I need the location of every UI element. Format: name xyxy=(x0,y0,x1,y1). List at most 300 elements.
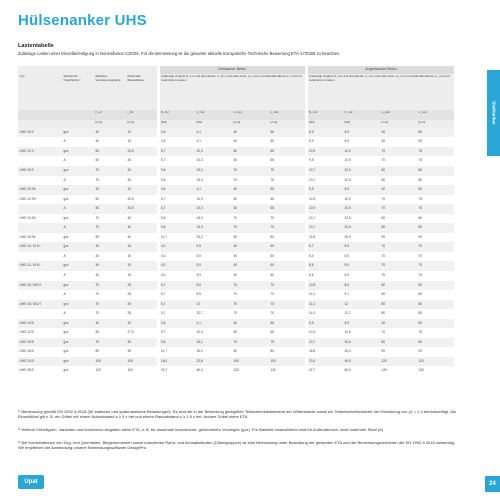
table-cell: 5,7 xyxy=(158,156,195,166)
table-cell: 10 xyxy=(126,319,158,329)
table-cell: 120 xyxy=(94,366,126,376)
unit-cell: [mm] xyxy=(417,120,454,128)
table-cell: 70 xyxy=(94,166,126,176)
table-cell: 70 xyxy=(380,261,417,271)
table-cell: UHS 10 S xyxy=(18,128,62,138)
table-cell: A xyxy=(62,223,94,233)
table-cell: 70 xyxy=(232,214,269,224)
table-cell: 40 xyxy=(380,137,417,147)
table-cell: 4,1 xyxy=(195,137,232,147)
table-cell: 5,7 xyxy=(158,195,195,205)
table-cell xyxy=(18,271,62,281)
table-cell: 90 xyxy=(417,233,454,243)
table-cell: 70 xyxy=(94,338,126,348)
table-cell: 50 xyxy=(232,328,269,338)
table-cell: UHS 12 SK xyxy=(18,195,62,205)
symbol-cell: s_min xyxy=(380,110,417,120)
table-cell xyxy=(18,309,62,319)
load-table xyxy=(18,66,454,376)
symbol-row xyxy=(18,110,454,120)
table-cell: 40 xyxy=(232,319,269,329)
table-cell: 8,6 xyxy=(306,261,343,271)
table-cell: 5,7 xyxy=(158,147,195,157)
table-cell: 5,9 xyxy=(306,319,343,329)
table-cell: 40 xyxy=(380,128,417,138)
table-cell: 75 xyxy=(417,204,454,214)
table-cell: 55 xyxy=(417,185,454,195)
table-cell: 90 xyxy=(380,347,417,357)
table-cell: UHS 15 SK xyxy=(18,214,62,224)
table-cell: 25 xyxy=(126,156,158,166)
table-cell: 10,3 xyxy=(195,328,232,338)
table-cell: 65,3 xyxy=(343,366,380,376)
table-cell: 15,2 xyxy=(195,338,232,348)
table-cell: 80 xyxy=(380,176,417,186)
table-cell: 5,9 xyxy=(343,128,380,138)
table-cell: gvz xyxy=(62,195,94,205)
table-cell: 65 xyxy=(269,195,306,205)
table-cell: 9,6 xyxy=(158,176,195,186)
table-cell: 10,9 xyxy=(343,156,380,166)
table-cell: 75 xyxy=(269,223,306,233)
table-row xyxy=(18,223,454,233)
table-cell: 5,9 xyxy=(195,242,232,252)
table-cell: 11,7 xyxy=(158,347,195,357)
table-cell: UHS 12 / M 8 I xyxy=(18,261,62,271)
symbol-cell: N_zul xyxy=(306,110,343,120)
table-cell: UHS 15 / M10 I xyxy=(18,281,62,291)
table-cell: A xyxy=(62,271,94,281)
table-cell: 25 xyxy=(126,309,158,319)
table-cell: 15,2 xyxy=(195,166,232,176)
table-cell: 15 xyxy=(126,261,158,271)
table-cell: 80 xyxy=(269,233,306,243)
table-cell: gvz xyxy=(62,281,94,291)
footnote-2: ²⁾ Weitere Dübeltypen, Varianten und technische Angaben siehe ETA, z. B. für maximale Innenbohrer, gehemmtem Vorzeigen (gvz). Für Bauteile hinausführen sind für Außenbereich, nicht rostender Stahl (A) xyxy=(18,427,384,432)
symbol-cell xyxy=(62,110,94,120)
table-cell: 5,9 xyxy=(306,185,343,195)
group-header-empty xyxy=(18,66,158,74)
table-cell: 32,8 xyxy=(195,357,232,367)
table-row xyxy=(18,166,454,176)
table-cell: UHS 18 B xyxy=(18,347,62,357)
column-header: Werkstoff / Oberfläche¹⁾ xyxy=(62,74,94,110)
table-cell: 14,1 xyxy=(306,300,343,310)
table-cell: 20,5 xyxy=(126,195,158,205)
table-cell: gvz xyxy=(62,242,94,252)
table-cell: 5,9 xyxy=(343,319,380,329)
table-cell: 35 xyxy=(126,347,158,357)
table-row xyxy=(18,347,454,357)
table-cell: 120 xyxy=(269,366,306,376)
table-cell: 10,9 xyxy=(343,204,380,214)
table-cell: 10,3 xyxy=(195,147,232,157)
table-cell: 120 xyxy=(417,357,454,367)
brand-logo: Upat xyxy=(18,475,44,489)
intro-text: Zulässige Lasten einer Einzelbefestigung in Normalbeton C20/25. Für die Bemessung ist die gesamte aktuelle Europäische Technische Bewertung ETA-17/0308 zu beachten. xyxy=(18,51,341,56)
table-row xyxy=(18,300,454,310)
table-cell: 70 xyxy=(232,223,269,233)
table-cell: 4,0 xyxy=(158,261,195,271)
table-cell: 15 xyxy=(126,242,158,252)
table-row xyxy=(18,328,454,338)
table-cell: 40 xyxy=(126,214,158,224)
symbol-cell: h_ef xyxy=(94,110,126,120)
table-cell: gvz xyxy=(62,319,94,329)
table-cell: A xyxy=(62,204,94,214)
table-cell: 13,7 xyxy=(306,223,343,233)
table-cell: 70 xyxy=(380,328,417,338)
table-cell: gvz xyxy=(62,233,94,243)
table-cell: 75 xyxy=(269,176,306,186)
table-row xyxy=(18,128,454,138)
table-cell: 12 xyxy=(343,300,380,310)
table-cell: UHS 24 B xyxy=(18,357,62,367)
table-cell: 15 xyxy=(126,252,158,262)
table-cell: 80 xyxy=(269,347,306,357)
unit-cell: [kN] xyxy=(195,120,232,128)
table-cell: gvz xyxy=(62,366,94,376)
table-cell: 70 xyxy=(94,176,126,186)
table-cell: 65 xyxy=(269,204,306,214)
table-cell: gvz xyxy=(62,128,94,138)
section-title: Lastentabelle xyxy=(18,43,54,49)
table-cell: 50 xyxy=(232,195,269,205)
table-cell: 10,9 xyxy=(306,204,343,214)
table-cell: 70 xyxy=(380,147,417,157)
table-cell: 16,4 xyxy=(158,357,195,367)
table-cell xyxy=(18,176,62,186)
table-cell: 4,1 xyxy=(195,128,232,138)
table-cell: 26,5 xyxy=(343,338,380,348)
page-number: 24 xyxy=(485,476,500,492)
table-cell: A xyxy=(62,156,94,166)
table-cell: 40 xyxy=(126,166,158,176)
table-row xyxy=(18,338,454,348)
table-cell: 70 xyxy=(417,271,454,281)
table-cell: 5,9 xyxy=(343,185,380,195)
table-cell xyxy=(18,156,62,166)
column-header-row xyxy=(18,74,454,110)
table-cell: 80 xyxy=(380,338,417,348)
table-cell: 80 xyxy=(94,233,126,243)
table-cell: 90 xyxy=(417,347,454,357)
table-cell: 70 xyxy=(380,252,417,262)
table-cell xyxy=(18,137,62,147)
table-cell: 70 xyxy=(232,290,269,300)
table-cell: gvz xyxy=(62,214,94,224)
unit-cell: [kN] xyxy=(158,120,195,128)
table-row xyxy=(18,137,454,147)
table-cell: 80 xyxy=(417,338,454,348)
table-cell: 80 xyxy=(380,300,417,310)
table-cell: 80 xyxy=(417,223,454,233)
table-cell: 70 xyxy=(94,309,126,319)
table-cell: 5,5 xyxy=(343,252,380,262)
table-cell: A xyxy=(62,137,94,147)
table-cell: 90 xyxy=(380,233,417,243)
symbol-cell: V_zul xyxy=(195,110,232,120)
unit-cell xyxy=(18,120,62,128)
table-cell: 75 xyxy=(417,156,454,166)
symbol-cell xyxy=(18,110,62,120)
table-cell: 9,6 xyxy=(158,166,195,176)
table-cell: 70 xyxy=(94,281,126,291)
table-cell: 80 xyxy=(417,290,454,300)
table-cell: 8,5 xyxy=(195,290,232,300)
table-cell: 5,9 xyxy=(343,137,380,147)
table-cell: 60 xyxy=(269,242,306,252)
table-cell xyxy=(18,252,62,262)
table-cell: 70 xyxy=(232,281,269,291)
table-cell: 55 xyxy=(269,137,306,147)
table-cell: 120 xyxy=(232,366,269,376)
table-cell: 80 xyxy=(380,214,417,224)
table-cell: 15,3 xyxy=(195,176,232,186)
table-cell: 80 xyxy=(417,214,454,224)
table-cell: 15 xyxy=(126,271,158,281)
load-table-wrapper xyxy=(18,66,454,376)
table-cell: 70 xyxy=(380,204,417,214)
table-cell: 80 xyxy=(417,281,454,291)
table-cell: 40 xyxy=(126,223,158,233)
table-cell: 75 xyxy=(269,338,306,348)
table-cell: 5,9 xyxy=(195,261,232,271)
column-header: Zulässige Zuglast N_zul und Querlasten V_zul; minimale Achs- (s_min) und Randabstände (c_min) mit reduzierten Lasten xyxy=(158,74,306,110)
table-cell: 80 xyxy=(380,309,417,319)
table-cell: 40 xyxy=(232,185,269,195)
table-cell: 25 xyxy=(126,281,158,291)
column-header: Effektive Verankerungstiefe xyxy=(94,74,126,110)
table-cell: 5,4 xyxy=(306,252,343,262)
unit-cell: [mm] xyxy=(232,120,269,128)
table-cell: 80 xyxy=(380,290,417,300)
symbol-cell: s_min xyxy=(232,110,269,120)
table-cell: 80 xyxy=(232,347,269,357)
table-cell: 46,4 xyxy=(195,366,232,376)
table-cell: 70 xyxy=(417,242,454,252)
table-cell: 14,1 xyxy=(306,290,343,300)
table-cell: 100 xyxy=(126,357,158,367)
table-cell: gvz xyxy=(62,300,94,310)
table-cell: 8,5 xyxy=(195,281,232,291)
table-cell: 25,3 xyxy=(343,233,380,243)
table-cell: 5,9 xyxy=(343,242,380,252)
table-cell: 5,9 xyxy=(306,128,343,138)
table-cell: 75 xyxy=(417,328,454,338)
table-cell: 70 xyxy=(232,309,269,319)
table-cell: 25,3 xyxy=(343,347,380,357)
table-cell: 80 xyxy=(417,300,454,310)
table-cell: 55 xyxy=(417,128,454,138)
table-cell: gvz xyxy=(62,185,94,195)
table-cell: 70 xyxy=(94,290,126,300)
table-cell: 25 xyxy=(126,290,158,300)
table-cell: 80 xyxy=(380,223,417,233)
table-cell: 40 xyxy=(126,176,158,186)
table-cell: 50 xyxy=(232,156,269,166)
symbol-cell: V_zul xyxy=(343,110,380,120)
table-cell: 10,3 xyxy=(195,195,232,205)
unit-row xyxy=(18,120,454,128)
unit-cell: [mm] xyxy=(126,120,158,128)
table-cell: 13,7 xyxy=(306,214,343,224)
table-cell: 9,6 xyxy=(158,223,195,233)
table-cell: 4,0 xyxy=(158,271,195,281)
table-cell: 50 xyxy=(94,204,126,214)
table-cell: 5,9 xyxy=(306,137,343,147)
table-cell: 80 xyxy=(417,166,454,176)
table-cell: 4,1 xyxy=(195,319,232,329)
table-row xyxy=(18,290,454,300)
table-cell: 23,4 xyxy=(306,357,343,367)
page-title: Hülsenanker UHS xyxy=(18,12,147,29)
table-cell: 10,3 xyxy=(195,204,232,214)
table-cell: UHS 10 / M 6 I xyxy=(18,242,62,252)
table-row xyxy=(18,357,454,367)
table-cell: 40 xyxy=(232,271,269,281)
table-cell: 70 xyxy=(232,300,269,310)
table-cell: gvz xyxy=(62,338,94,348)
symbol-cell: N_zul xyxy=(158,110,195,120)
table-cell: 130 xyxy=(380,366,417,376)
table-cell: 13,7 xyxy=(306,166,343,176)
table-cell: UHS 28 B xyxy=(18,366,62,376)
table-cell: UHS 10 B xyxy=(18,319,62,329)
table-cell: 40 xyxy=(232,252,269,262)
table-cell xyxy=(18,204,62,214)
table-cell: 70 xyxy=(269,300,306,310)
table-cell: 16,8 xyxy=(306,347,343,357)
table-cell: gvz xyxy=(62,357,94,367)
table-cell: 46,9 xyxy=(343,357,380,367)
table-cell: 50 xyxy=(94,156,126,166)
table-cell: UHS 10 SK xyxy=(18,185,62,195)
group-header-uncracked: Ungerissener Beton xyxy=(306,66,454,74)
table-cell: 40 xyxy=(94,242,126,252)
table-cell: 20,5 xyxy=(126,147,158,157)
footnote-1: ¹⁾ Bemessung gemäß EN 1992-4:2018 (für statische und quasi-statische Belastungen). Es sind die in der Bewertung geregelten Teilsicherheitsbeiwerte der Widerstände sowie ein Teilsicherheitsbeiwert der Einwirkung von γL = 1,4 berücksichtigt. Als Einzeldübel gilt z. B. ein Dübel mit einem Achsabstand s ≥ 3 x hef und einem Randabstand c ≥ 1,5 x hef. Andere Dübel siehe ETA. xyxy=(18,409,456,420)
table-row xyxy=(18,242,454,252)
table-cell: 10,9 xyxy=(306,195,343,205)
table-cell: 65 xyxy=(269,147,306,157)
group-header-cracked: Gerissener Beton xyxy=(158,66,306,74)
table-cell: 40 xyxy=(94,128,126,138)
table-cell: 55 xyxy=(417,137,454,147)
column-header: Typ xyxy=(18,74,62,110)
table-cell: 55 xyxy=(269,128,306,138)
table-cell: 55 xyxy=(269,319,306,329)
table-cell: 55 xyxy=(269,185,306,195)
table-cell: 75 xyxy=(269,166,306,176)
table-cell: 50 xyxy=(94,195,126,205)
table-cell: UHS 12 B xyxy=(18,328,62,338)
table-row xyxy=(18,147,454,157)
table-cell: 12,7 xyxy=(195,309,232,319)
unit-cell: [kN] xyxy=(343,120,380,128)
table-cell: UHS 15 S xyxy=(18,166,62,176)
table-cell: 22,6 xyxy=(343,176,380,186)
table-cell: 70 xyxy=(269,309,306,319)
table-cell: 3,6 xyxy=(158,137,195,147)
table-row xyxy=(18,214,454,224)
table-cell: 4,0 xyxy=(158,242,195,252)
table-cell: 65 xyxy=(269,156,306,166)
table-cell: 3,6 xyxy=(158,319,195,329)
table-cell: 5,7 xyxy=(158,328,195,338)
table-cell: 11,7 xyxy=(158,233,195,243)
table-row xyxy=(18,252,454,262)
table-cell: 70 xyxy=(417,252,454,262)
table-cell: UHS 15 B xyxy=(18,338,62,348)
table-cell: 70 xyxy=(94,214,126,224)
table-body xyxy=(18,128,454,376)
table-cell: 5,7 xyxy=(158,300,195,310)
table-row xyxy=(18,281,454,291)
table-cell: 50 xyxy=(94,328,126,338)
table-cell: 9,6 xyxy=(158,338,195,348)
table-cell: 75 xyxy=(269,214,306,224)
table-cell: 70 xyxy=(380,242,417,252)
table-cell: 65 xyxy=(269,328,306,338)
table-cell: 50 xyxy=(94,147,126,157)
table-cell: A xyxy=(62,176,94,186)
table-cell: 40 xyxy=(94,319,126,329)
table-cell: 70 xyxy=(232,176,269,186)
symbol-cell: t_fix xyxy=(126,110,158,120)
table-cell: 55 xyxy=(417,319,454,329)
table-cell: 70 xyxy=(380,271,417,281)
table-cell: 40 xyxy=(232,261,269,271)
table-cell: 80 xyxy=(380,166,417,176)
table-cell: gvz xyxy=(62,347,94,357)
table-cell: 70 xyxy=(94,300,126,310)
table-cell: 70 xyxy=(380,195,417,205)
table-cell: 5,9 xyxy=(343,261,380,271)
table-cell: 25,2 xyxy=(195,233,232,243)
table-cell: 40 xyxy=(232,128,269,138)
table-cell: 3,6 xyxy=(158,185,195,195)
unit-cell: [kN] xyxy=(306,120,343,128)
table-cell: 22,6 xyxy=(343,223,380,233)
side-tab xyxy=(487,70,500,156)
table-cell: 22,6 xyxy=(343,214,380,224)
table-cell: 40 xyxy=(94,252,126,262)
table-row xyxy=(18,366,454,376)
table-cell: 35 xyxy=(126,338,158,348)
table-cell: 75 xyxy=(417,147,454,157)
table-cell: 9,1 xyxy=(343,290,380,300)
table-cell: 10,8 xyxy=(306,281,343,291)
table-cell: 120 xyxy=(380,357,417,367)
table-cell: 60 xyxy=(269,252,306,262)
table-cell: 27,5 xyxy=(126,328,158,338)
table-cell: 70 xyxy=(380,156,417,166)
table-cell: 10,6 xyxy=(343,328,380,338)
table-cell: 10 xyxy=(126,137,158,147)
table-cell: 80 xyxy=(380,281,417,291)
table-cell: 4,0 xyxy=(158,252,195,262)
table-cell: UHS 12 S xyxy=(18,147,62,157)
table-cell: 25 xyxy=(126,300,158,310)
table-cell: 70 xyxy=(232,338,269,348)
table-row xyxy=(18,156,454,166)
table-cell: 40 xyxy=(380,185,417,195)
table-row xyxy=(18,195,454,205)
table-cell: 70 xyxy=(417,261,454,271)
table-cell: 40 xyxy=(94,271,126,281)
table-cell: 10,9 xyxy=(343,147,380,157)
